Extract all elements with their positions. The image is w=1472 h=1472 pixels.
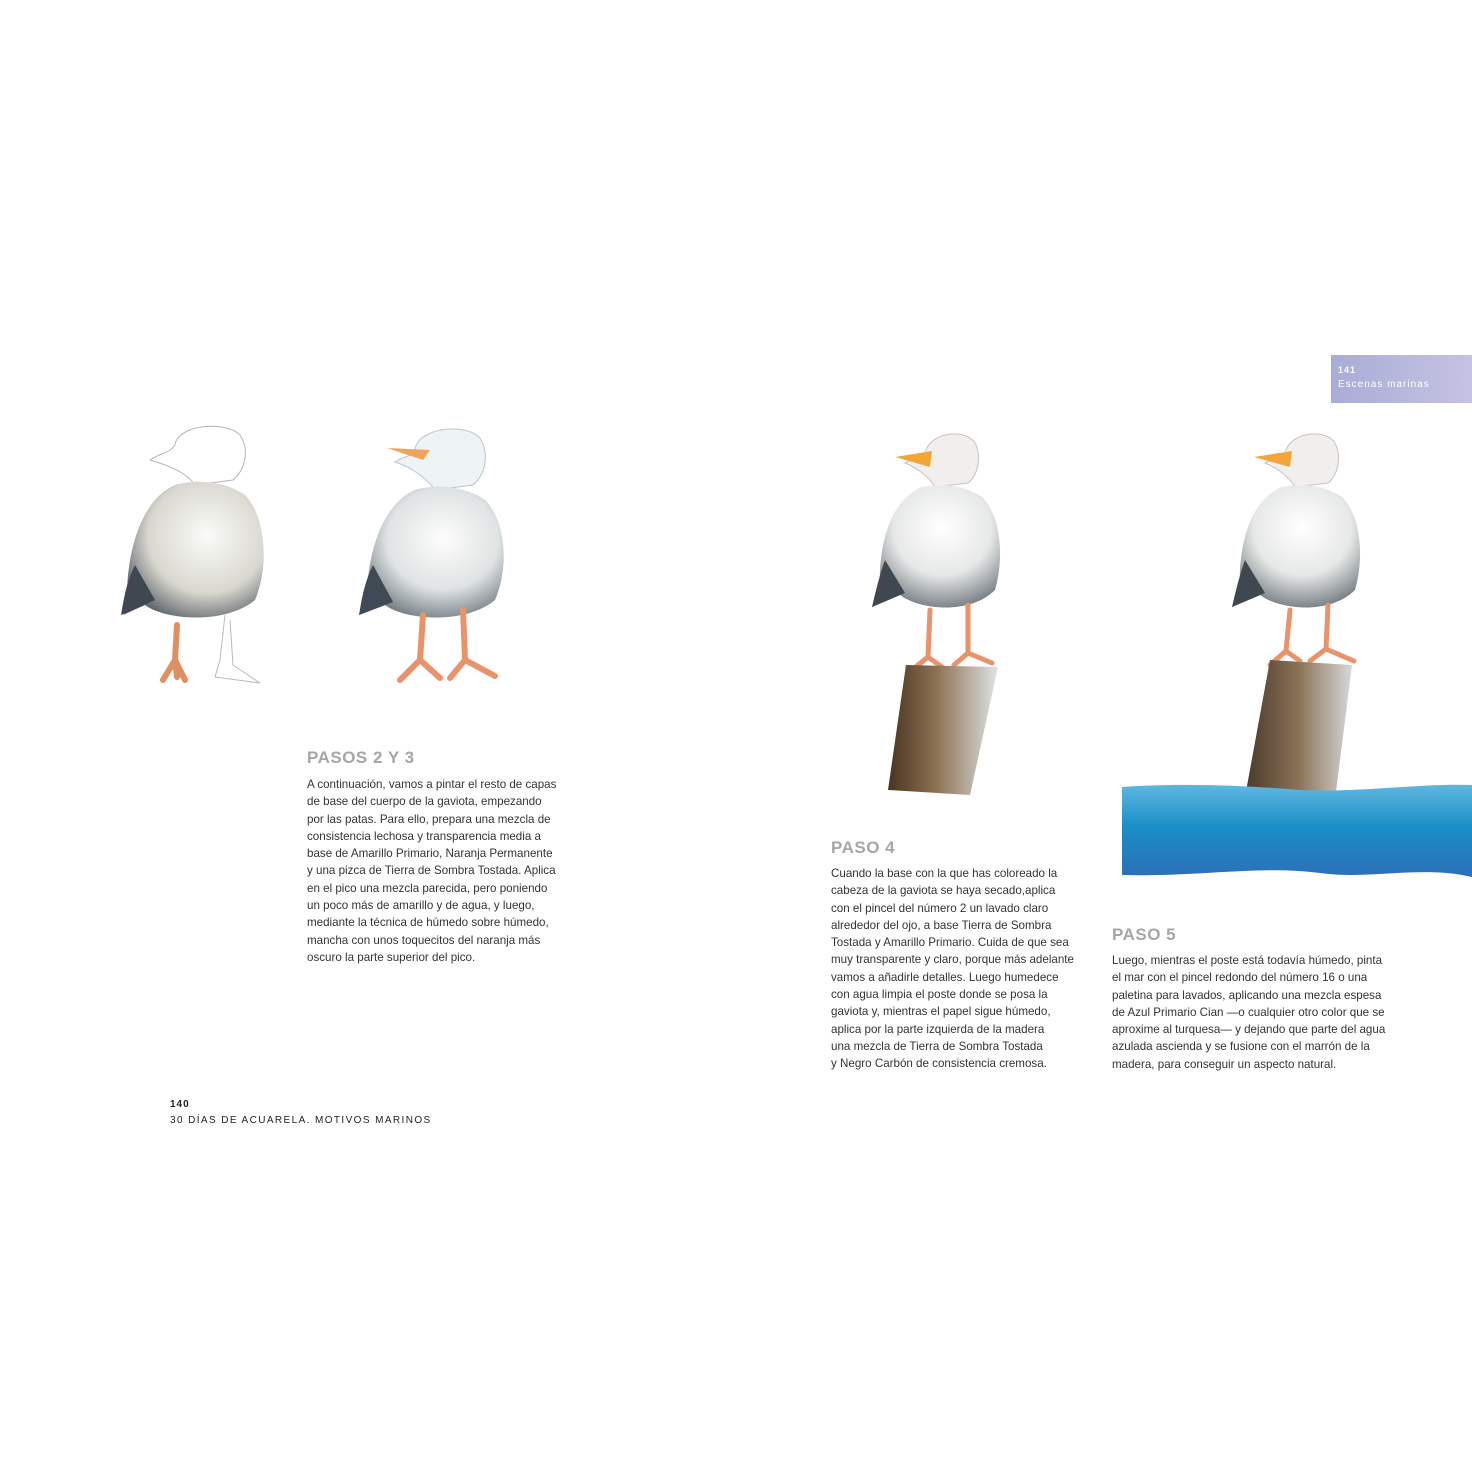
step-title: PASOS 2 Y 3: [307, 748, 415, 767]
seagull-illustration-step3: [355, 420, 515, 690]
step-title: PASO 5: [1112, 925, 1177, 944]
step-body: Luego, mientras el poste está todavía húmedo, pinta el mar con el pincel redondo del número 16 o una paletina para lavados, aplicando una mezcla espesa de Azul Primario Cian —o cualquier otro color que se aproxime al turquesa— y dejando que parte del agua azulada ascienda y se fusione con el marrón de la madera, para conseguir un aspecto natural.: [1112, 954, 1386, 1071]
book-title: 30 DÍAS DE ACUARELA. MOTIVOS MARINOS: [170, 1115, 432, 1126]
step-title: PASO 4: [831, 838, 896, 857]
seagull-illustration-step2: [115, 415, 275, 695]
step-block-pasos-2-y-3: [307, 748, 587, 966]
page-number: 141: [1338, 365, 1357, 375]
section-name: Escenas marinas: [1338, 379, 1430, 390]
step-block-paso-4: [831, 838, 1101, 1073]
page-folio-left: [170, 1099, 432, 1126]
step-block-paso-5: [1112, 925, 1432, 1073]
page-number: 140: [170, 1099, 190, 1110]
step-body: A continuación, vamos a pintar el resto de capas de base del cuerpo de la gaviota, empezando por las patas. Para ello, prepara una mezcla de consistencia lechosa y transparencia media a base de Amarillo Primario, Naranja Permanente y una pizca de Tierra de Sombra Tostada. Aplica en el pico una mezcla parecida, pero poniendo un poco más de amarillo y de agua, y luego, mediante la técnica de húmedo sobre húmedo, mancha con unos toquecitos del naranja más oscuro la parte superior del pico.: [307, 778, 557, 964]
section-tab: [1331, 355, 1472, 403]
seagull-on-post-illustration-step4: [870, 425, 1010, 805]
step-body: Cuando la base con la que has coloreado la cabeza de la gaviota se haya secado,aplica con el pincel del número 2 un lavado claro alrededor del ojo, a base Tierra de Sombra Tostada y Amarillo Primario. Cuida de que sea muy transparente y claro, porque más adelante vamos a añadirle detalles. Luego humedece con agua limpia el poste donde se posa la gaviota y, mientras el papel sigue húmedo, aplica por la parte izquierda de la madera una mezcla de Tierra de Sombra Tostada y Negro Carbón de consistencia cremosa.: [831, 867, 1074, 1071]
seagull-sea-illustration-step5: [1120, 425, 1472, 880]
